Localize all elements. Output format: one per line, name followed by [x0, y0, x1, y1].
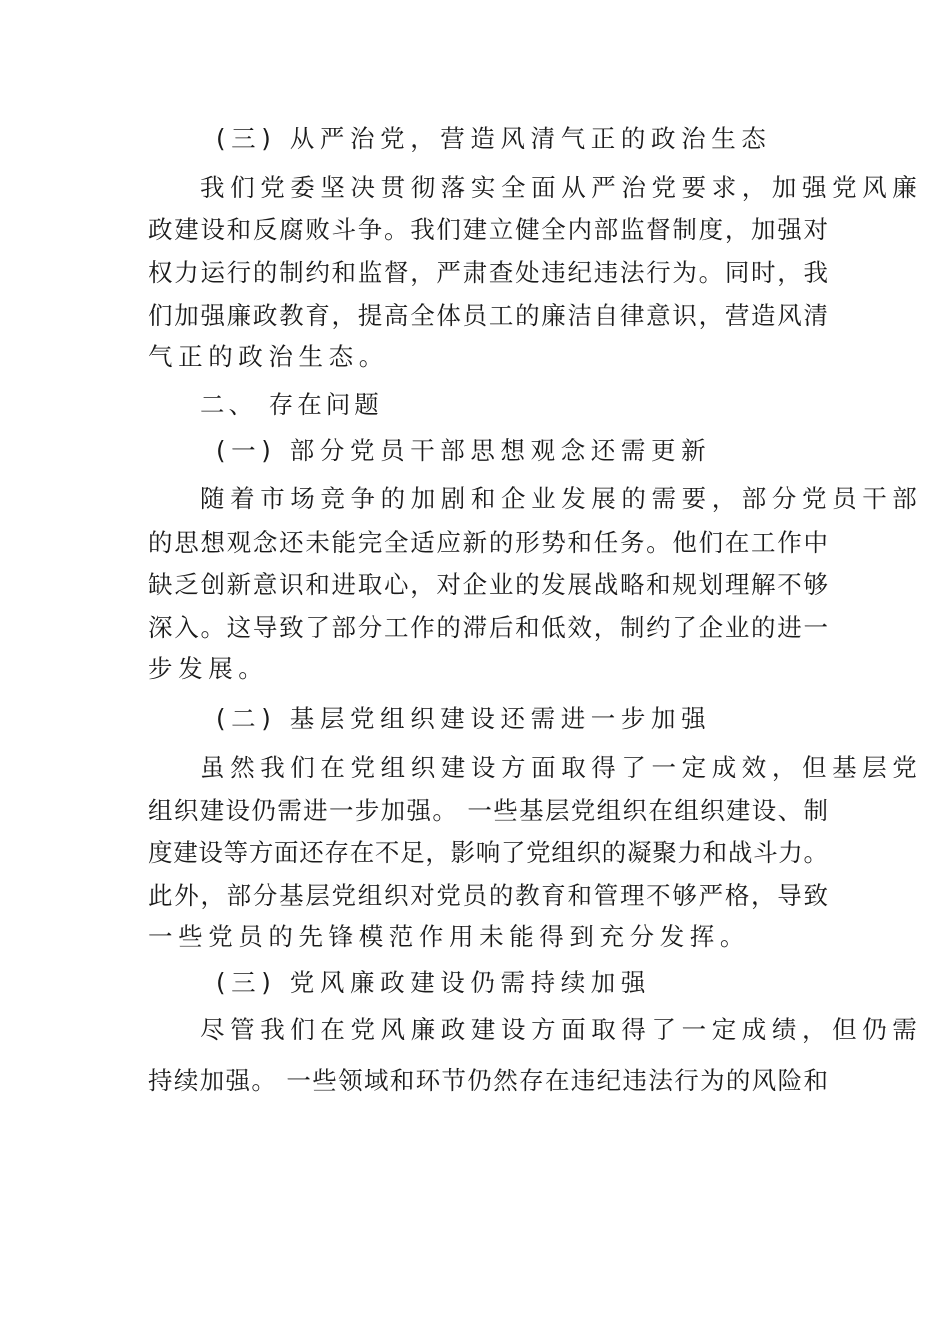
paragraph-line: 一些党员的先锋模范作用未能得到充分发挥。	[148, 922, 750, 951]
paragraph-line: 持续加强。 一些领域和环节仍然存在违纪违法行为的风险和	[148, 1066, 828, 1095]
paragraph-line: 此外，部分基层党组织对党员的教育和管理不够严格，导致	[148, 881, 828, 910]
paragraph-line: 随着市场竞争的加剧和企业发展的需要，部分党员干部	[200, 484, 923, 513]
paragraph-line: 尽管我们在党风廉政建设方面取得了一定成绩，但仍需	[200, 1015, 923, 1044]
section-heading: 二、 存在问题	[200, 390, 383, 419]
paragraph-line: 深入。这导致了部分工作的滞后和低效，制约了企业的进一	[148, 613, 828, 642]
paragraph-line: 们加强廉政教育，提高全体员工的廉洁自律意识，营造风清	[148, 301, 828, 330]
paragraph-line: 我们党委坚决贯彻落实全面从严治党要求，加强党风廉	[200, 173, 923, 202]
section-heading: (一) 部分党员干部思想观念还需更新	[216, 436, 712, 465]
paragraph-line: 气正的政治生态。	[148, 342, 389, 371]
section-heading: (三) 从严治党，营造风清气正的政治生态	[216, 124, 772, 153]
paragraph-line: 政建设和反腐败斗争。我们建立健全内部监督制度，加强对	[148, 215, 828, 244]
paragraph-line: 组织建设仍需进一步加强。 一些基层党组织在组织建设、制	[148, 796, 828, 825]
paragraph-line: 虽然我们在党组织建设方面取得了一定成效，但基层党	[200, 753, 923, 782]
paragraph-line: 缺乏创新意识和进取心，对企业的发展战略和规划理解不够	[148, 570, 828, 599]
paragraph-line: 步发展。	[148, 654, 269, 683]
paragraph-line: 权力运行的制约和监督，严肃查处违纪违法行为。同时，我	[148, 258, 828, 287]
section-heading: (三) 党风廉政建设仍需持续加强	[216, 968, 652, 997]
paragraph-line: 度建设等方面还存在不足，影响了党组织的凝聚力和战斗力。	[148, 838, 828, 867]
section-heading: (二) 基层党组织建设还需进一步加强	[216, 704, 712, 733]
paragraph-line: 的思想观念还未能完全适应新的形势和任务。他们在工作中	[148, 528, 828, 557]
